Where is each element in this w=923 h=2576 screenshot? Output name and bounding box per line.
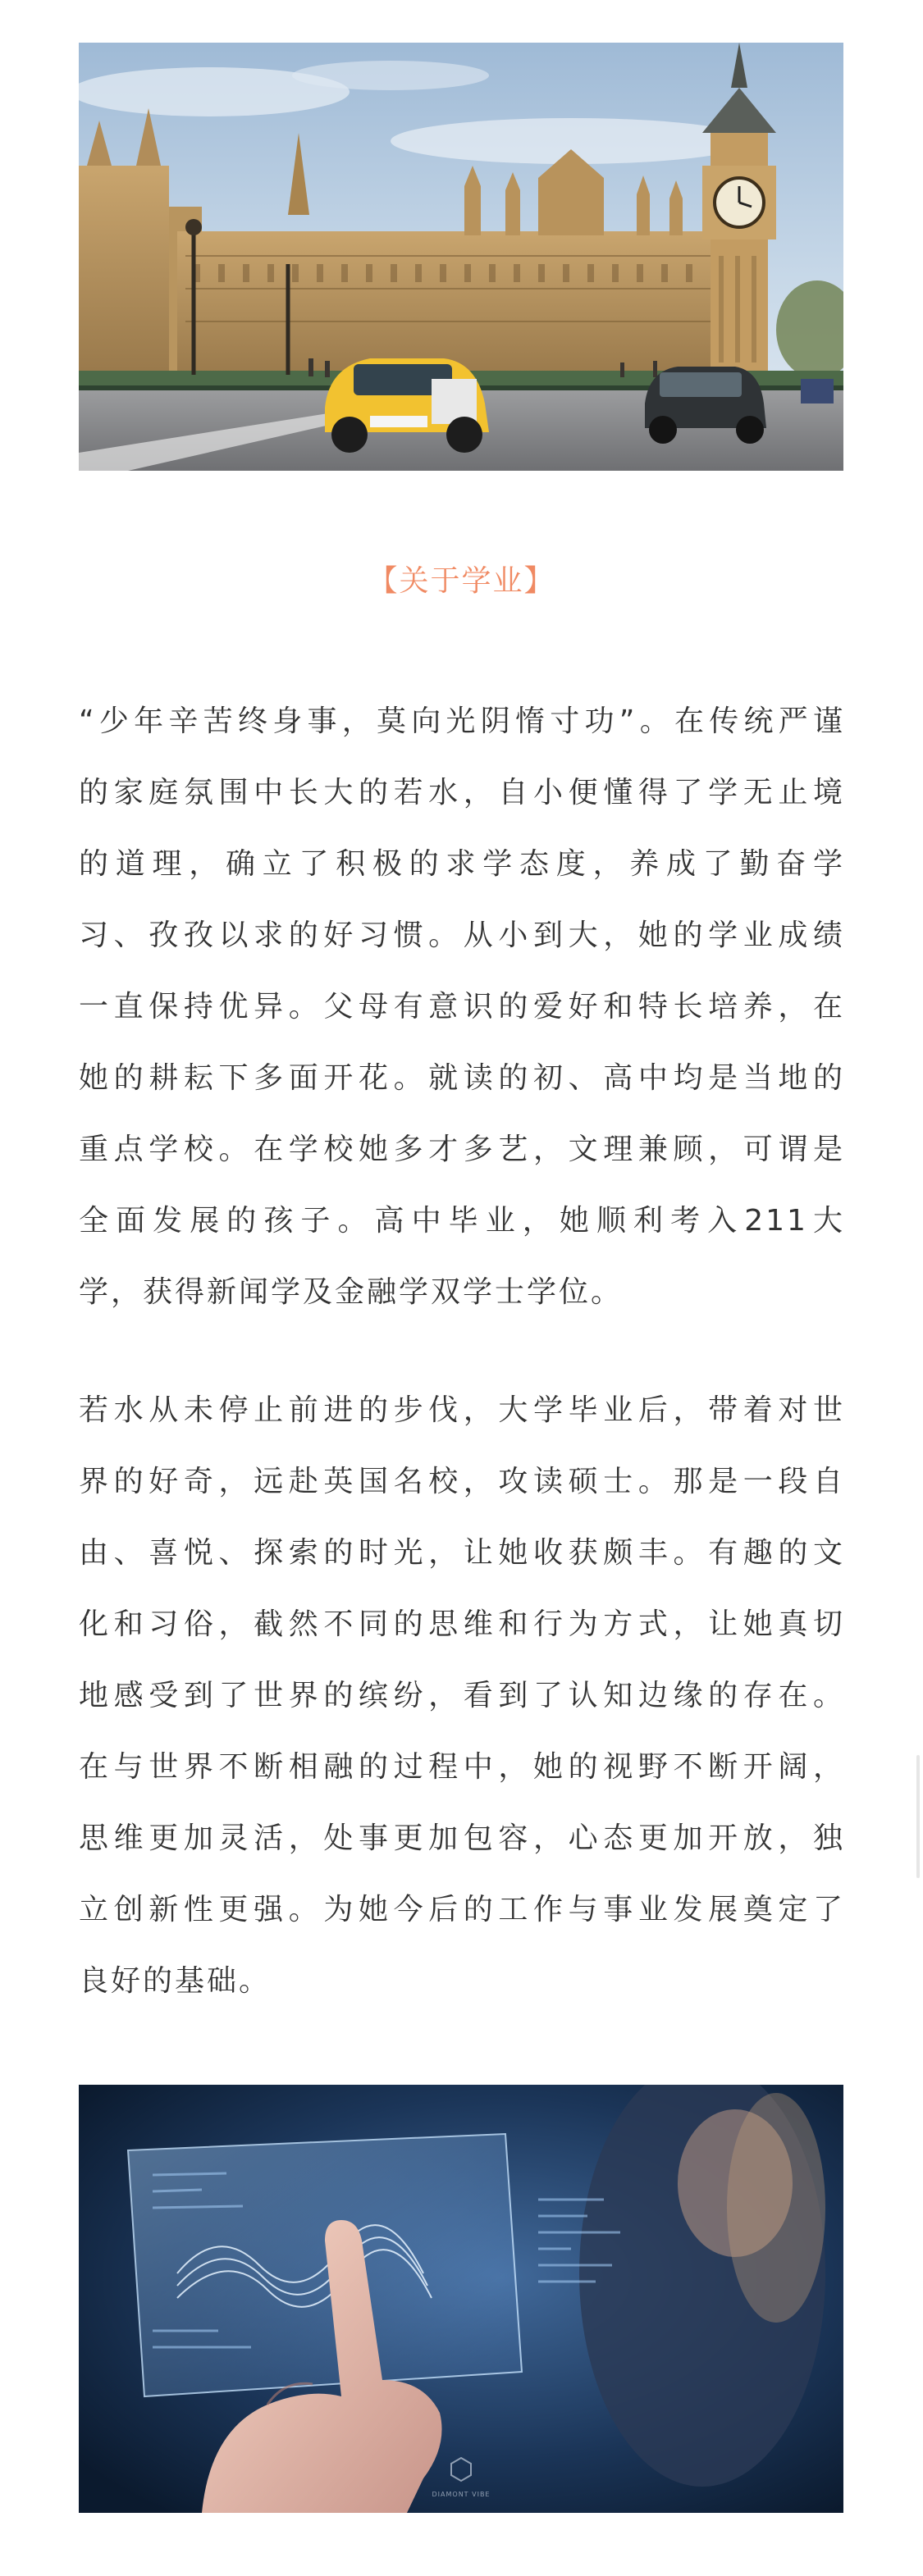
- paragraph-line: 界的好奇，远赴英国名校，攻读硕士。那是一段自: [79, 1465, 845, 1498]
- paragraph-line: 地感受到了世界的缤纷，看到了认知边缘的存在。: [79, 1679, 845, 1712]
- paragraph-line: 一直保持优异。父母有意识的爱好和特长培养，在: [79, 990, 845, 1024]
- paragraph-line: 化和习俗，截然不同的思维和行为方式，让她真切: [79, 1607, 845, 1641]
- paragraph-line: “少年辛苦终身事，莫向光阴惰寸功”。在传统严谨: [79, 704, 845, 738]
- paragraph-line: 学，获得新闻学及金融学双学士学位。: [79, 1275, 624, 1309]
- paragraph-academics-2: [79, 1375, 845, 2017]
- paragraph-line: 由、喜悦、探索的时光，让她收获颇丰。有趣的文: [79, 1536, 845, 1570]
- paragraph-line: 重点学校。在学校她多才多艺，文理兼顾，可谓是: [79, 1133, 845, 1166]
- paragraph-line: 习、孜孜以求的好习惯。从小到大，她的学业成绩: [79, 919, 845, 952]
- section-heading-academics: 【关于学业】: [368, 564, 555, 598]
- scrollbar[interactable]: [916, 1755, 920, 1878]
- westminster-photo: [79, 43, 843, 471]
- paragraph-line: 全面发展的孩子。高中毕业，她顺利考入211大: [79, 1204, 845, 1238]
- paragraph-line: 她的耕耘下多面开花。就读的初、高中均是当地的: [79, 1061, 845, 1095]
- paragraph-line: 在与世界不断相融的过程中，她的视野不断开阔，: [79, 1750, 845, 1784]
- paragraph-academics-1: [79, 686, 845, 1328]
- paragraph-line: 若水从未停止前进的步伐，大学毕业后，带着对世: [79, 1393, 845, 1427]
- paragraph-line: 的道理，确立了积极的求学态度，养成了勤奋学: [79, 847, 845, 881]
- paragraph-line: 良好的基础。: [79, 1964, 272, 1998]
- paragraph-line: 思维更加灵活，处事更加包容，心态更加开放，独: [79, 1821, 845, 1855]
- digital-touch-photo: [79, 2085, 843, 2513]
- paragraph-line: 的家庭氛围中长大的若水，自小便懂得了学无止境: [79, 776, 845, 809]
- watermark-text: DIAMONT VIBE: [432, 2491, 491, 2498]
- paragraph-line: 立创新性更强。为她今后的工作与事业发展奠定了: [79, 1893, 845, 1926]
